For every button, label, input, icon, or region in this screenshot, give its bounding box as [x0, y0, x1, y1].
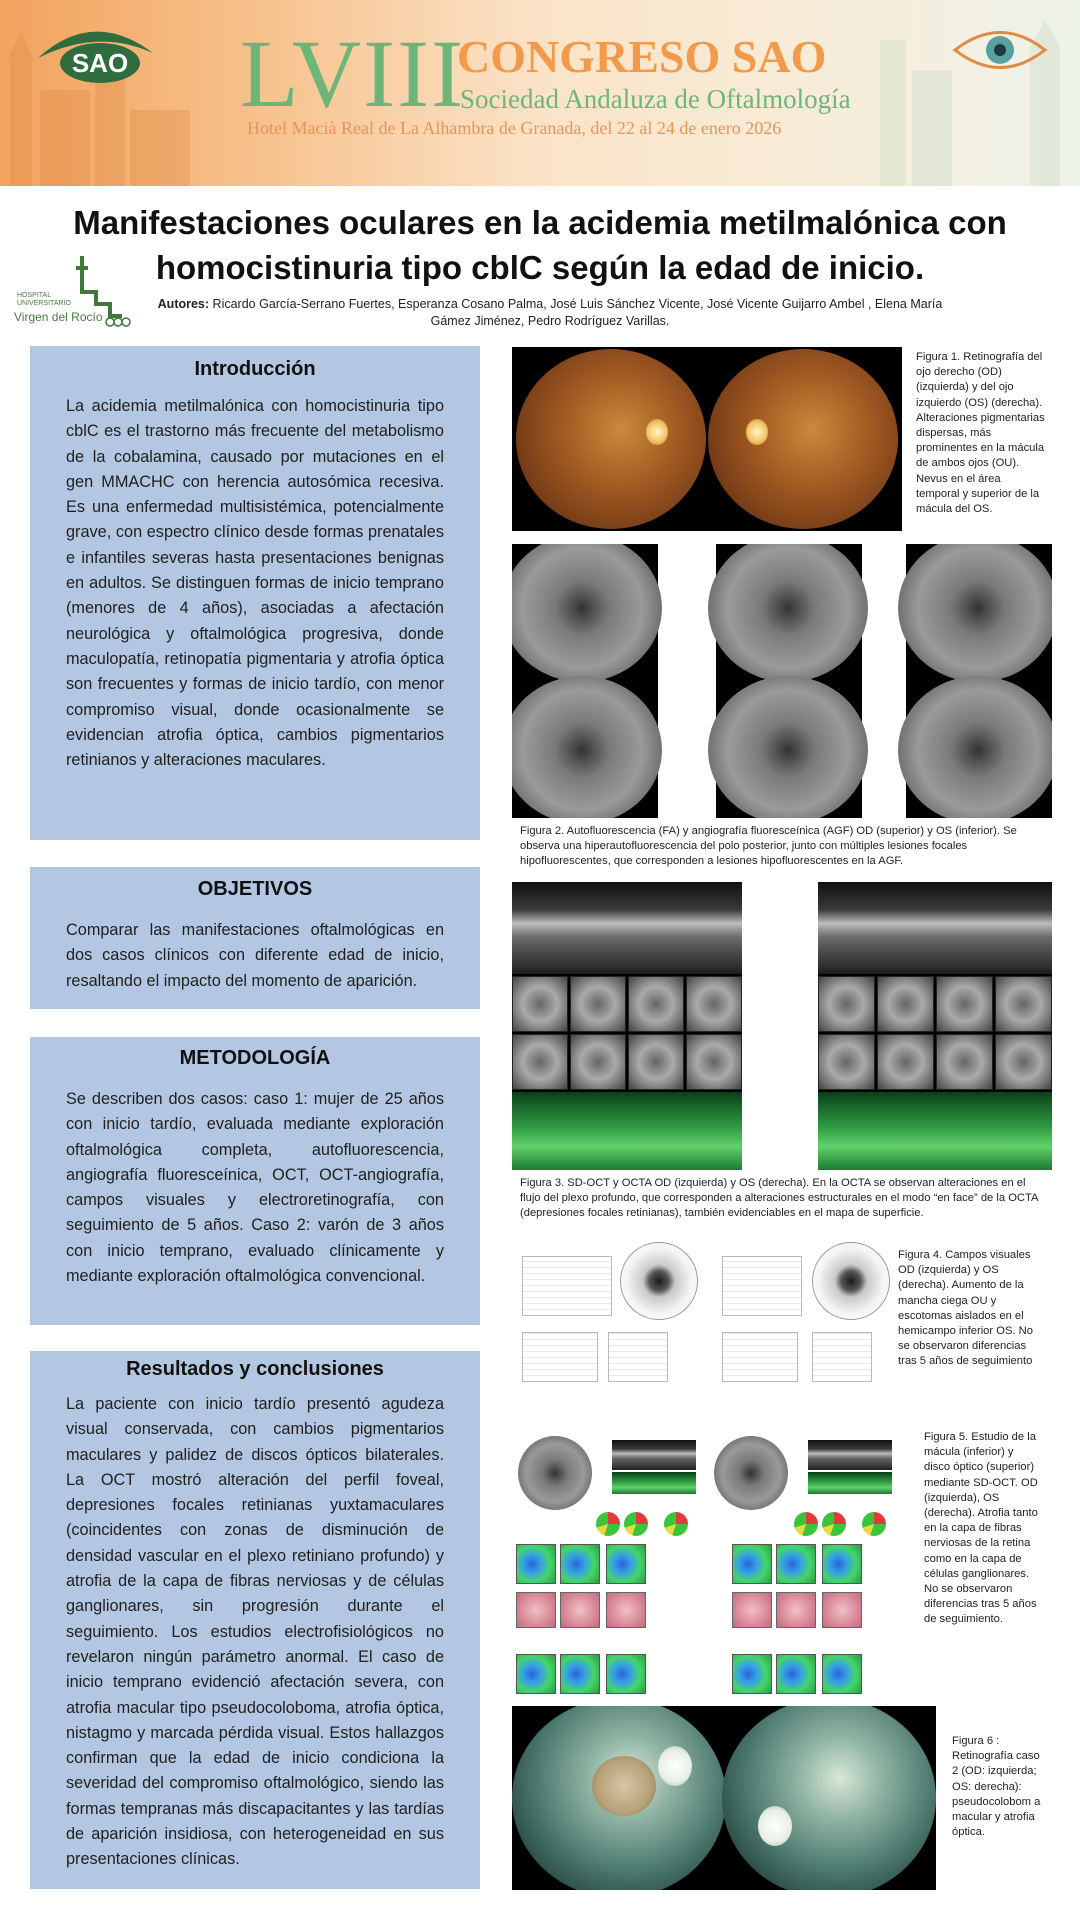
authors-names: Ricardo García-Serrano Fuertes, Esperanza Cosano Palma, José Luis Sánchez Vicente, José Vicente Guijarro Ambel , Elena María Gámez Jiménez, Pedro Rodríguez Varillas.	[212, 297, 943, 328]
results-body: La paciente con inicio tardío presentó agudeza visual conservada, con cambios pigmentarios maculares y palidez de discos ópticos bilaterales. La OCT mostró alteración del perfil foveal, depresiones focales retinianas yuxtamaculares (coincidentes con zonas de disminución de densidad vascular en el plexo retiniano profundo) y atrofia de la capa de fibras nerviosas y de células ganglionares, sin progresión durante el seguimiento. Los estudios electrofisiológicos no revelaron ningún parámetro anormal. El caso de inicio temprano evidenció afectación severa, con atrofia macular tipo pseudocoloboma, atrofia óptica, nistagmo y marcada pérdida visual. Estos hallazgos confirman que la edad de inicio condiciona la severidad del compromiso oftalmológico, siendo las formas tempranas más discapacitantes y las tardías de aparición insidiosa, con heterogeneidad en sus presentaciones clínicas.	[66, 1395, 444, 1869]
authors-line	[155, 296, 945, 330]
hospital-label: HOSPITAL UNIVERSITARIO	[17, 292, 71, 307]
figure-6-caption: Figura 6 : Retinografía caso 2 (OD: izquierda; OS: derecha): pseudocolobom a macular y atrofia óptica.	[952, 1735, 1041, 1839]
hospital-logo	[14, 252, 139, 332]
figure-2-caption: Figura 2. Autofluorescencia (FA) y angiografía fluoresceínica (AGF) OD (superior) y OS (inferior). Se observa una hiperautofluorescencia del polo posterior, junto con múltiples lesiones focales hipofluorescentes, que corresponden a lesiones hipofluorescentes en la AGF.	[520, 825, 1017, 868]
results-heading: Resultados y conclusiones	[126, 1358, 384, 1380]
objectives-section	[30, 867, 480, 1009]
hospital-name: Virgen del Rocío	[14, 310, 103, 324]
figure-6-image	[512, 1706, 936, 1890]
methodology-section	[30, 1037, 480, 1325]
sao-logo-text: SAO	[71, 48, 129, 78]
objectives-heading: OBJETIVOS	[197, 878, 313, 900]
figure-4-image	[512, 1240, 892, 1416]
figure-5-image	[514, 1432, 900, 1698]
figure-1-image	[512, 347, 902, 531]
congress-banner	[0, 0, 1080, 186]
intro-heading: Introducción	[194, 358, 316, 380]
sao-logo-icon	[28, 18, 158, 88]
figure-1-caption: Figura 1. Retinografía del ojo derecho (OD) (izquierda) y del ojo izquierdo (OS) (derecha). Alteraciones pigmentarias dispersas, más prominentes en la mácula de ambos ojos (OU). Nevus en el área temporal y superior de la mácula del OS.	[916, 351, 1045, 516]
society-name: Sociedad Andaluza de Oftalmología	[460, 84, 851, 114]
figure-5-caption: Figura 5. Estudio de la mácula (inferior) y disco óptico (superior) mediante SD-OCT. OD (izquierda), OS (derecha). Atrofia tanto en la capa de fibras nerviosas de la retina como en la capa de células ganglionares. No se observaron diferencias tras 5 años de seguimiento.	[924, 1431, 1038, 1626]
intro-section	[30, 346, 480, 840]
venue-dates: Hotel Macià Real de La Alhambra de Granada, del 22 al 24 de enero 2026	[247, 118, 782, 138]
authors-label: Autores:	[157, 297, 210, 311]
methodology-heading: METODOLOGÍA	[179, 1047, 331, 1069]
figure-3-image-os	[818, 882, 1052, 1170]
congress-title: CONGRESO SAO	[457, 31, 827, 82]
poster-title: Manifestaciones oculares en la acidemia metilmalónica con homocistinuria tipo cblC según la edad de inicio.	[73, 204, 1007, 286]
results-section	[30, 1351, 480, 1889]
objectives-body: Comparar las manifestaciones oftalmológicas en dos casos clínicos con diferente edad de inicio, resaltando el impacto del momento de aparición.	[66, 921, 444, 990]
congress-number: LVIII	[240, 20, 466, 127]
methodology-body: Se describen dos casos: caso 1: mujer de 25 años con inicio tardío, evaluada mediante exploración oftalmológica completa, autofluorescencia, angiografía fluoresceínica, OCT, OCT-angiografía, campos visuales y electroretinografía, con seguimiento de 5 años. Caso 2: varón de 3 años con inicio temprano, evaluado clínicamente y mediante exploración oftalmológica convencional.	[66, 1090, 444, 1286]
figure-4-caption: Figura 4. Campos visuales OD (izquierda) y OS (derecha). Aumento de la mancha ciega OU y escotomas aislados en el hemicampo inferior OS. No se observaron diferencias tras 5 años de seguimiento	[898, 1249, 1033, 1368]
eye-logo-icon	[950, 20, 1050, 80]
figure-3-caption: Figura 3. SD-OCT y OCTA OD (izquierda) y OS (derecha). En la OCTA se observan alteraciones en el flujo del plexo profundo, que corresponden a alteraciones estructurales en el modo “en face” de la OCTA (depresiones focales retinianas), también evidenciables en el mapa de superficie.	[520, 1177, 1038, 1220]
figure-2-image	[512, 544, 1052, 818]
intro-body: La acidemia metilmalónica con homocistinuria tipo cblC es el trastorno más frecuente del metabolismo de la cobalamina, causado por mutaciones en el gen MMACHC con herencia autosómica recesiva. Es una enfermedad multisistémica, potencialmente grave, con espectro clínico desde formas prenatales e infantiles severas hasta presentaciones benignas en adultos. Se distinguen formas de inicio temprano (menores de 4 años), asociadas a afectación neurológica y oftalmológica progresiva, donde maculopatía, retinopatía pigmentaria y atrofia óptica son frecuentes y formas de inicio tardío, con menor compromiso visual, donde ocasionalmente se evidencian atrofia óptica, cambios pigmentarios retinianos y alteraciones maculares.	[66, 397, 444, 770]
figure-3-image-od	[512, 882, 742, 1170]
